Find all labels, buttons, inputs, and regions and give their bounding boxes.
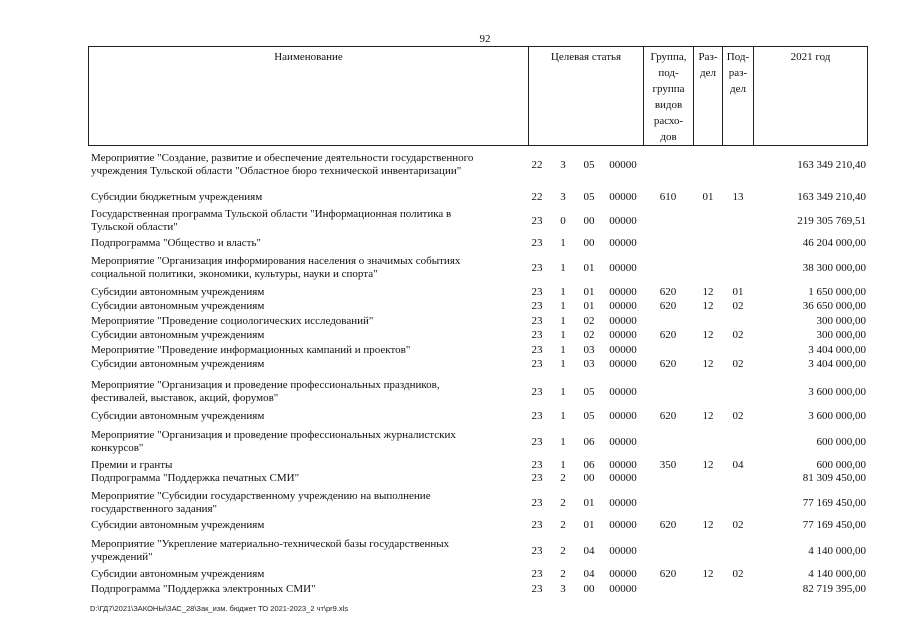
code-subprogram: 1 [560, 410, 566, 422]
table-row [0, 583, 905, 596]
code-event: 04 [583, 544, 595, 557]
code-direction: 00000 [609, 191, 637, 203]
code-event: 01 [583, 519, 595, 531]
subsection-code: 01 [732, 286, 744, 298]
subsection-code: 02 [732, 329, 744, 341]
table-row [0, 410, 905, 423]
code-direction: 00000 [609, 519, 637, 531]
code-event: 05 [583, 158, 595, 171]
code-subprogram: 1 [560, 435, 566, 448]
page-number: 92 [479, 33, 491, 45]
amount-2021: 3 600 000,00 [808, 410, 866, 422]
row-name: Субсидии автономным учреждениям [91, 329, 265, 341]
table-header [88, 46, 868, 146]
amount-2021: 82 719 395,00 [802, 583, 866, 595]
header-section: Раз- дел [698, 51, 718, 79]
row-name: Субсидии автономным учреждениям [91, 300, 265, 312]
code-direction: 00000 [609, 410, 637, 422]
subsection-code: 04 [732, 459, 744, 471]
code-program: 23 [531, 583, 543, 595]
section-code: 12 [702, 459, 714, 471]
code-event: 06 [583, 459, 595, 471]
code-subprogram: 2 [560, 472, 566, 484]
code-program: 23 [531, 385, 543, 398]
row-name: Мероприятие "Организация и проведение профессиональных праздников, фестивалей, выставок, акций, форумов" [91, 379, 440, 404]
amount-2021: 300 000,00 [816, 315, 866, 327]
table-row [0, 538, 905, 564]
code-event: 01 [583, 261, 595, 274]
amount-2021: 38 300 000,00 [802, 261, 866, 274]
code-event: 00 [583, 237, 595, 249]
amount-2021: 77 169 450,00 [802, 496, 866, 509]
section-code: 12 [702, 300, 714, 312]
code-event: 05 [583, 385, 595, 398]
code-direction: 00000 [609, 329, 637, 341]
code-subprogram: 2 [560, 519, 566, 531]
row-name: Мероприятие "Создание, развитие и обеспечение деятельности государственного учреждения Тульской области "Областное бюро технической инвентаризации" [91, 152, 474, 177]
expense-group: 620 [659, 286, 677, 298]
subsection-code: 02 [732, 568, 744, 580]
row-name: Субсидии автономным учреждениям [91, 286, 265, 298]
amount-2021: 4 140 000,00 [808, 544, 866, 557]
code-direction: 00000 [609, 568, 637, 580]
code-program: 23 [531, 286, 543, 298]
code-direction: 00000 [609, 261, 637, 274]
amount-2021: 3 600 000,00 [808, 385, 866, 398]
code-direction: 00000 [609, 286, 637, 298]
code-direction: 00000 [609, 496, 637, 509]
code-program: 23 [531, 544, 543, 557]
code-direction: 00000 [609, 583, 637, 595]
code-direction: 00000 [609, 544, 637, 557]
amount-2021: 163 349 210,40 [797, 158, 866, 171]
table-row [0, 315, 905, 328]
code-direction: 00000 [609, 344, 637, 356]
code-program: 23 [531, 344, 543, 356]
code-event: 05 [583, 410, 595, 422]
table-row [0, 358, 905, 371]
amount-2021: 3 404 000,00 [808, 344, 866, 356]
expense-group: 620 [659, 329, 677, 341]
expense-group: 620 [659, 568, 677, 580]
subsection-code: 02 [732, 300, 744, 312]
expense-group: 610 [659, 191, 677, 203]
code-direction: 00000 [609, 472, 637, 484]
amount-2021: 300 000,00 [816, 329, 866, 341]
header-subsection: Под- раз- дел [726, 51, 750, 95]
code-subprogram: 3 [560, 158, 566, 171]
table-row [0, 300, 905, 313]
code-event: 04 [583, 568, 595, 580]
amount-2021: 3 404 000,00 [808, 358, 866, 370]
code-direction: 00000 [609, 459, 637, 471]
table-row [0, 568, 905, 581]
code-subprogram: 2 [560, 568, 566, 580]
amount-2021: 81 309 450,00 [802, 472, 866, 484]
row-name: Мероприятие "Организация информирования населения о значимых событиях социальной политики, экономики, культуры, науки и спорта" [91, 255, 461, 280]
code-event: 00 [583, 583, 595, 595]
code-direction: 00000 [609, 237, 637, 249]
code-event: 03 [583, 344, 595, 356]
row-name: Субсидии автономным учреждениям [91, 410, 265, 422]
code-direction: 00000 [609, 385, 637, 398]
code-subprogram: 2 [560, 544, 566, 557]
code-program: 22 [531, 191, 543, 203]
code-program: 23 [531, 237, 543, 249]
code-event: 03 [583, 358, 595, 370]
code-event: 01 [583, 300, 595, 312]
code-subprogram: 1 [560, 300, 566, 312]
code-event: 01 [583, 286, 595, 298]
code-program: 23 [531, 214, 543, 227]
table-row [0, 459, 905, 472]
row-name: Премии и гранты [91, 459, 173, 471]
code-direction: 00000 [609, 158, 637, 171]
code-program: 23 [531, 459, 543, 471]
row-name: Государственная программа Тульской области "Информационная политика в Тульской области" [91, 208, 452, 233]
table-row [0, 329, 905, 342]
table-row [0, 472, 905, 485]
code-subprogram: 1 [560, 286, 566, 298]
subsection-code: 02 [732, 410, 744, 422]
code-subprogram: 1 [560, 315, 566, 327]
code-program: 23 [531, 300, 543, 312]
code-subprogram: 3 [560, 191, 566, 203]
header-name: Наименование [274, 51, 343, 63]
row-name: Мероприятие "Проведение информационных кампаний и проектов" [91, 344, 411, 356]
code-event: 00 [583, 214, 595, 227]
table-row [0, 490, 905, 516]
code-program: 23 [531, 261, 543, 274]
code-program: 23 [531, 329, 543, 341]
section-code: 12 [702, 410, 714, 422]
table-row [0, 519, 905, 532]
code-event: 01 [583, 496, 595, 509]
section-code: 12 [702, 329, 714, 341]
row-name: Субсидии автономным учреждениям [91, 519, 265, 531]
code-subprogram: 0 [560, 214, 566, 227]
code-subprogram: 1 [560, 385, 566, 398]
code-program: 23 [531, 435, 543, 448]
code-event: 06 [583, 435, 595, 448]
code-subprogram: 1 [560, 237, 566, 249]
code-program: 23 [531, 358, 543, 370]
section-code: 01 [702, 191, 714, 203]
section-code: 12 [702, 358, 714, 370]
subsection-code: 02 [732, 519, 744, 531]
table-row [0, 379, 905, 405]
code-program: 23 [531, 410, 543, 422]
row-name: Мероприятие "Организация и проведение профессиональных журналистских конкурсов" [91, 429, 456, 454]
code-subprogram: 1 [560, 329, 566, 341]
amount-2021: 4 140 000,00 [808, 568, 866, 580]
file-path-footer: D:\ГД7\2021\ЗАКОНЫ\ЗАС_28\Зак_изм. бюджет ТО 2021-2023_2 чт\pr9.xls [90, 604, 349, 613]
expense-group: 620 [659, 410, 677, 422]
code-subprogram: 3 [560, 583, 566, 595]
row-name: Подпрограмма "Поддержка электронных СМИ" [91, 583, 316, 595]
code-event: 00 [583, 472, 595, 484]
code-subprogram: 1 [560, 358, 566, 370]
code-event: 05 [583, 191, 595, 203]
row-name: Субсидии автономным учреждениям [91, 568, 265, 580]
subsection-code: 02 [732, 358, 744, 370]
expense-group: 620 [659, 519, 677, 531]
code-subprogram: 2 [560, 496, 566, 509]
code-direction: 00000 [609, 315, 637, 327]
table-row [0, 208, 905, 234]
code-direction: 00000 [609, 358, 637, 370]
code-subprogram: 1 [560, 261, 566, 274]
code-event: 02 [583, 315, 595, 327]
code-subprogram: 1 [560, 344, 566, 356]
subsection-code: 13 [732, 191, 744, 203]
code-direction: 00000 [609, 214, 637, 227]
amount-2021: 36 650 000,00 [802, 300, 866, 312]
amount-2021: 600 000,00 [816, 459, 866, 471]
code-subprogram: 1 [560, 459, 566, 471]
table-row [0, 191, 905, 204]
code-direction: 00000 [609, 300, 637, 312]
row-name: Субсидии автономным учреждениям [91, 358, 265, 370]
row-name: Мероприятие "Укрепление материально-технической базы государственных учреждений" [91, 538, 450, 563]
section-code: 12 [702, 286, 714, 298]
amount-2021: 600 000,00 [816, 435, 866, 448]
code-program: 23 [531, 315, 543, 327]
amount-2021: 77 169 450,00 [802, 519, 866, 531]
section-code: 12 [702, 568, 714, 580]
row-name: Подпрограмма "Общество и власть" [91, 237, 261, 249]
expense-group: 620 [659, 300, 677, 312]
header-group: Группа, под- группа видов расхо- дов [650, 51, 687, 143]
table-row [0, 344, 905, 357]
expense-group: 620 [659, 358, 677, 370]
amount-2021: 46 204 000,00 [802, 237, 866, 249]
expense-group: 350 [659, 459, 677, 471]
row-name: Субсидии бюджетным учреждениям [91, 191, 263, 203]
code-direction: 00000 [609, 435, 637, 448]
table-row [0, 237, 905, 250]
code-program: 23 [531, 496, 543, 509]
code-program: 23 [531, 519, 543, 531]
row-name: Подпрограмма "Поддержка печатных СМИ" [91, 472, 300, 484]
section-code: 12 [702, 519, 714, 531]
row-name: Мероприятие "Проведение социологических исследований" [91, 315, 374, 327]
table-row [0, 429, 905, 455]
code-program: 22 [531, 158, 543, 171]
amount-2021: 1 650 000,00 [808, 286, 866, 298]
table-row [0, 152, 905, 178]
code-event: 02 [583, 329, 595, 341]
amount-2021: 219 305 769,51 [797, 214, 866, 227]
amount-2021: 163 349 210,40 [797, 191, 866, 203]
table-row [0, 286, 905, 299]
code-program: 23 [531, 568, 543, 580]
code-program: 23 [531, 472, 543, 484]
header-year: 2021 год [790, 51, 831, 63]
header-target: Целевая статья [550, 51, 622, 63]
table-row [0, 255, 905, 281]
row-name: Мероприятие "Субсидии государственному учреждению на выполнение государственного задания" [91, 490, 431, 515]
